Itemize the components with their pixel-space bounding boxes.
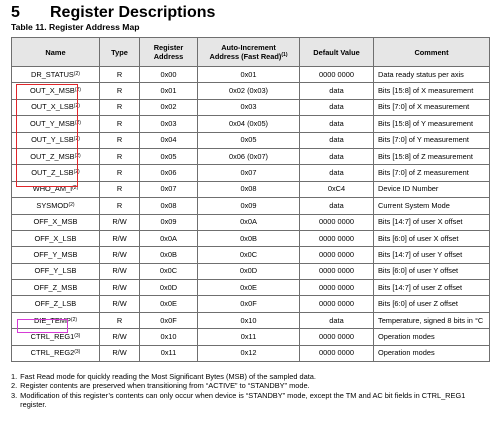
register-type-cell (100, 181, 140, 197)
register-address-cell (140, 99, 198, 115)
register-address: 0x00 (160, 69, 177, 79)
register-name-cell (12, 329, 100, 345)
register-type: R/W (112, 299, 127, 309)
register-name-cell (12, 296, 100, 312)
default-value: data (329, 102, 344, 112)
register-name-cell (12, 99, 100, 115)
default-value: data (329, 135, 344, 145)
register-comment: Bits [15:8] of X measurement (378, 86, 474, 96)
register-address-cell (140, 345, 198, 361)
default-value-cell (300, 83, 374, 99)
register-type: R/W (112, 348, 127, 358)
auto-increment-address: 0x11 (240, 331, 257, 341)
register-type-cell (100, 329, 140, 345)
default-value-cell (300, 181, 374, 197)
register-name: DR_STATUS (31, 69, 74, 79)
default-value-cell (300, 148, 374, 164)
default-value: data (329, 200, 344, 210)
register-name: OFF_Z_MSB (33, 282, 78, 292)
footnote-number: 2. (11, 381, 18, 391)
column-header-line2: Address (153, 52, 184, 61)
auto-increment-address: 0x09 (240, 200, 257, 210)
register-comment: Data ready status per axis (378, 69, 464, 79)
register-comment-cell (374, 214, 490, 230)
column-header-line1: Default Value (313, 47, 360, 57)
auto-increment-address: 0x0D (239, 266, 258, 276)
register-name-cell (12, 214, 100, 230)
register-address: 0x0D (159, 282, 178, 292)
register-name: OFF_X_MSB (33, 217, 78, 227)
default-value-cell (300, 99, 374, 115)
auto-increment-address-cell (198, 148, 300, 164)
default-value: data (329, 118, 344, 128)
auto-increment-address-cell (198, 67, 300, 83)
default-value-cell (300, 296, 374, 312)
register-address: 0x0F (160, 315, 177, 325)
register-address: 0x11 (160, 348, 177, 358)
auto-increment-address-cell (198, 280, 300, 296)
footnote-text: Register contents are preserved when transitioning from “ACTIVE” to “STANDBY” mode. (20, 381, 310, 391)
register-type: R/W (112, 266, 127, 276)
register-name: WHO_AM_I (32, 184, 73, 194)
register-comment-cell (374, 345, 490, 361)
footnote (11, 391, 493, 410)
footnote-ref: (3) (74, 332, 81, 339)
column-header (100, 38, 140, 67)
register-comment: Current System Mode (378, 200, 450, 210)
register-address: 0x03 (160, 118, 177, 128)
footnote-text: Modification of this register’s contents can only occur when device is “STANDBY” mode, except the TM and AC bit fields in CTRL_REG1 register. (20, 390, 466, 410)
register-address-table (11, 37, 490, 362)
column-header-line2: Address (Fast Read) (209, 52, 282, 61)
auto-increment-address-cell (198, 230, 300, 246)
table-row (12, 280, 490, 296)
register-address: 0x02 (160, 102, 177, 112)
default-value-cell (300, 230, 374, 246)
register-type: R/W (112, 217, 127, 227)
register-name-cell (12, 132, 100, 148)
auto-increment-address-cell (198, 165, 300, 181)
table-body (12, 67, 490, 362)
register-address-cell (140, 148, 198, 164)
footnote-ref: (2) (73, 103, 80, 110)
register-address-cell (140, 263, 198, 279)
register-address: 0x0B (160, 249, 177, 259)
auto-increment-address: 0x12 (240, 348, 257, 358)
default-value-cell (300, 165, 374, 181)
default-value-cell (300, 132, 374, 148)
register-comment: Bits [7:0] of Z measurement (378, 168, 469, 178)
default-value: 0000 0000 (319, 233, 354, 243)
register-type: R (116, 135, 123, 145)
auto-increment-address: 0x08 (240, 184, 257, 194)
register-type: R (116, 151, 123, 161)
register-name-cell (12, 230, 100, 246)
default-value: 0000 0000 (319, 282, 354, 292)
register-address: 0x01 (160, 86, 177, 96)
register-address-cell (140, 181, 198, 197)
auto-increment-address-cell (198, 83, 300, 99)
auto-increment-address-cell (198, 345, 300, 361)
register-name: OFF_X_LSB (34, 233, 77, 243)
default-value-cell (300, 247, 374, 263)
register-address-cell (140, 247, 198, 263)
register-name-cell (12, 83, 100, 99)
register-type: R/W (112, 282, 127, 292)
register-name: OUT_Z_MSB (30, 151, 75, 161)
register-name: OFF_Z_LSB (34, 299, 77, 309)
register-comment-cell (374, 99, 490, 115)
footnote-ref: (2) (72, 185, 79, 192)
register-type: R (116, 86, 123, 96)
footnote-ref: (2) (74, 152, 81, 159)
register-type: R (116, 69, 123, 79)
table-row (12, 214, 490, 230)
register-address-cell (140, 296, 198, 312)
column-header (198, 38, 300, 67)
register-type: R/W (112, 331, 127, 341)
register-address-cell (140, 67, 198, 83)
table-row (12, 312, 490, 328)
footnote-ref: (2) (74, 119, 81, 126)
default-value: 0000 0000 (319, 249, 354, 259)
register-address-cell (140, 280, 198, 296)
register-comment: Operation modes (378, 348, 435, 358)
auto-increment-address-cell (198, 132, 300, 148)
register-comment: Bits [7:0] of Y measurement (378, 135, 469, 145)
register-comment: Bits [7:0] of X measurement (378, 102, 470, 112)
column-header-line1: Name (45, 47, 66, 57)
table-row (12, 345, 490, 361)
default-value: data (329, 315, 344, 325)
register-type-cell (100, 165, 140, 181)
footnote-ref: (2) (74, 87, 81, 94)
register-address: 0x04 (160, 135, 177, 145)
register-address-cell (140, 132, 198, 148)
default-value: 0000 0000 (319, 69, 354, 79)
auto-increment-address: 0x07 (240, 168, 257, 178)
register-type-cell (100, 296, 140, 312)
table-row (12, 181, 490, 197)
register-type-cell (100, 247, 140, 263)
register-comment-cell (374, 329, 490, 345)
register-name-cell (12, 198, 100, 214)
register-type-cell (100, 148, 140, 164)
default-value: 0xC4 (327, 184, 346, 194)
register-comment-cell (374, 148, 490, 164)
auto-increment-address-cell (198, 181, 300, 197)
register-type-cell (100, 345, 140, 361)
register-name: CTRL_REG2 (30, 348, 75, 358)
table-row (12, 132, 490, 148)
register-type-cell (100, 263, 140, 279)
footnote-ref: (3) (74, 349, 81, 356)
register-address: 0x0C (159, 266, 178, 276)
default-value: 0000 0000 (319, 348, 354, 358)
register-comment: Operation modes (378, 331, 435, 341)
column-header (374, 38, 490, 67)
footnote-ref: (2) (70, 316, 78, 323)
register-type-cell (100, 280, 140, 296)
table-row (12, 230, 490, 246)
table-row (12, 263, 490, 279)
auto-increment-address: 0x02 (0x03) (228, 86, 269, 96)
auto-increment-address-cell (198, 329, 300, 345)
register-name: OUT_Y_MSB (30, 118, 75, 128)
section-title: Register Descriptions (50, 4, 216, 21)
register-name-cell (12, 165, 100, 181)
table-row (12, 116, 490, 132)
auto-increment-address-cell (198, 116, 300, 132)
register-address-cell (140, 329, 198, 345)
register-name-cell (12, 148, 100, 164)
table-row (12, 148, 490, 164)
register-name-cell (12, 263, 100, 279)
register-comment: Bits [14:7] of user Z offset (378, 282, 463, 292)
auto-increment-address: 0x03 (240, 102, 257, 112)
section-number: 5 (11, 4, 20, 21)
auto-increment-address-cell (198, 296, 300, 312)
default-value: 0000 0000 (319, 299, 354, 309)
register-address: 0x0A (160, 233, 177, 243)
register-address: 0x05 (160, 151, 177, 161)
footnote (11, 372, 493, 381)
table-row (12, 83, 490, 99)
default-value-cell (300, 345, 374, 361)
register-comment-cell (374, 132, 490, 148)
table-row (12, 67, 490, 83)
default-value: 0000 0000 (319, 266, 354, 276)
register-type-cell (100, 312, 140, 328)
default-value: data (329, 168, 344, 178)
register-address: 0x09 (160, 217, 177, 227)
register-type-cell (100, 198, 140, 214)
register-type: R (116, 102, 123, 112)
column-header (140, 38, 198, 67)
auto-increment-address-cell (198, 214, 300, 230)
register-address: 0x06 (160, 168, 177, 178)
column-header-line1: Auto-Increment (221, 43, 276, 52)
default-value-cell (300, 116, 374, 132)
register-name-cell (12, 280, 100, 296)
register-comment-cell (374, 247, 490, 263)
register-address: 0x07 (160, 184, 177, 194)
footnote-ref: (2) (73, 70, 80, 77)
footnotes (11, 372, 493, 410)
register-name: OUT_X_MSB (30, 86, 75, 96)
register-type-cell (100, 132, 140, 148)
default-value: 0000 0000 (319, 331, 354, 341)
register-comment: Bits [6:0] of user X offset (378, 233, 459, 243)
register-comment-cell (374, 116, 490, 132)
register-type-cell (100, 116, 140, 132)
register-comment-cell (374, 263, 490, 279)
auto-increment-address: 0x06 (0x07) (228, 151, 269, 161)
register-address: 0x10 (160, 331, 177, 341)
register-comment: Bits [6:0] of user Z offset (378, 299, 458, 309)
default-value: 0000 0000 (319, 217, 354, 227)
footnote-ref: (2) (73, 136, 80, 143)
auto-increment-address: 0x01 (240, 69, 257, 79)
auto-increment-address-cell (198, 263, 300, 279)
register-name-cell (12, 345, 100, 361)
register-comment: Bits [6:0] of user Y offset (378, 266, 459, 276)
footnote-ref: (2) (73, 169, 80, 176)
register-name: OFF_Y_MSB (33, 249, 78, 259)
register-comment-cell (374, 165, 490, 181)
register-name-cell (12, 67, 100, 83)
register-name-cell (12, 312, 100, 328)
register-comment-cell (374, 312, 490, 328)
register-type: R (116, 168, 123, 178)
footnote-ref: (2) (68, 201, 75, 208)
default-value-cell (300, 67, 374, 83)
default-value-cell (300, 263, 374, 279)
auto-increment-address-cell (198, 247, 300, 263)
register-name: CTRL_REG1 (30, 331, 75, 341)
register-comment: Bits [14:7] of user Y offset (378, 249, 463, 259)
register-name-cell (12, 247, 100, 263)
auto-increment-address: 0x10 (240, 315, 257, 325)
default-value-cell (300, 329, 374, 345)
default-value-cell (300, 198, 374, 214)
table-row (12, 329, 490, 345)
register-address-cell (140, 83, 198, 99)
footnote-number: 1. (11, 372, 18, 381)
column-header-line1: Register (153, 43, 184, 52)
register-type: R/W (112, 233, 127, 243)
register-type-cell (100, 214, 140, 230)
auto-increment-address: 0x0E (240, 282, 257, 292)
register-address-cell (140, 312, 198, 328)
register-name: OFF_Y_LSB (34, 266, 77, 276)
section-heading (11, 4, 215, 22)
register-comment: Temperature, signed 8 bits in °C (378, 315, 484, 325)
register-type-cell (100, 99, 140, 115)
register-comment-cell (374, 280, 490, 296)
table-caption: Table 11. Register Address Map (11, 22, 140, 32)
register-comment: Bits [15:8] of Z measurement (378, 151, 473, 161)
table-row (12, 198, 490, 214)
auto-increment-address: 0x0A (240, 217, 257, 227)
table-row (12, 247, 490, 263)
register-comment-cell (374, 83, 490, 99)
register-name: DIE_TEMP (33, 315, 71, 325)
register-type-cell (100, 67, 140, 83)
auto-increment-address: 0x0B (240, 233, 257, 243)
auto-increment-address-cell (198, 198, 300, 214)
register-type-cell (100, 230, 140, 246)
default-value: data (329, 151, 344, 161)
auto-increment-address-cell (198, 312, 300, 328)
register-comment-cell (374, 296, 490, 312)
auto-increment-address: 0x0F (240, 299, 257, 309)
column-header (300, 38, 374, 67)
register-type: R (116, 315, 123, 325)
default-value-cell (300, 214, 374, 230)
register-comment: Bits [14:7] of user X offset (378, 217, 463, 227)
auto-increment-address-cell (198, 99, 300, 115)
footnote (11, 381, 493, 390)
table-row (12, 165, 490, 181)
register-comment-cell (374, 181, 490, 197)
register-name: OUT_Y_LSB (31, 135, 74, 145)
register-address-cell (140, 198, 198, 214)
register-comment-cell (374, 67, 490, 83)
auto-increment-address: 0x05 (240, 135, 257, 145)
default-value: data (329, 86, 344, 96)
table-row (12, 99, 490, 115)
register-type: R (116, 200, 123, 210)
register-address: 0x08 (160, 200, 177, 210)
default-value-cell (300, 280, 374, 296)
footnote-number: 3. (11, 390, 18, 400)
register-name: OUT_X_LSB (31, 102, 74, 112)
column-header (12, 38, 100, 67)
column-header-line1: Comment (414, 47, 449, 57)
footnote-ref: (1) (281, 52, 288, 58)
auto-increment-address: 0x0C (239, 249, 258, 259)
column-header-line1: Type (111, 47, 128, 57)
register-address-cell (140, 165, 198, 181)
table-header-row (12, 38, 490, 67)
register-address-cell (140, 116, 198, 132)
auto-increment-address: 0x04 (0x05) (228, 118, 269, 128)
register-type: R (116, 118, 123, 128)
register-address: 0x0E (160, 299, 177, 309)
register-name-cell (12, 181, 100, 197)
footnote-text: Fast Read mode for quickly reading the Most Significant Bytes (MSB) of the sampled data. (20, 372, 316, 381)
register-type: R (116, 184, 123, 194)
register-address-cell (140, 214, 198, 230)
register-comment: Bits [15:8] of Y measurement (378, 118, 474, 128)
register-type-cell (100, 83, 140, 99)
register-address-cell (140, 230, 198, 246)
register-name-cell (12, 116, 100, 132)
table-row (12, 296, 490, 312)
register-name: SYSMOD (36, 200, 69, 210)
register-type: R/W (112, 249, 127, 259)
register-name: OUT_Z_LSB (31, 168, 74, 178)
register-comment: Device ID Number (378, 184, 439, 194)
register-comment-cell (374, 230, 490, 246)
register-comment-cell (374, 198, 490, 214)
default-value-cell (300, 312, 374, 328)
